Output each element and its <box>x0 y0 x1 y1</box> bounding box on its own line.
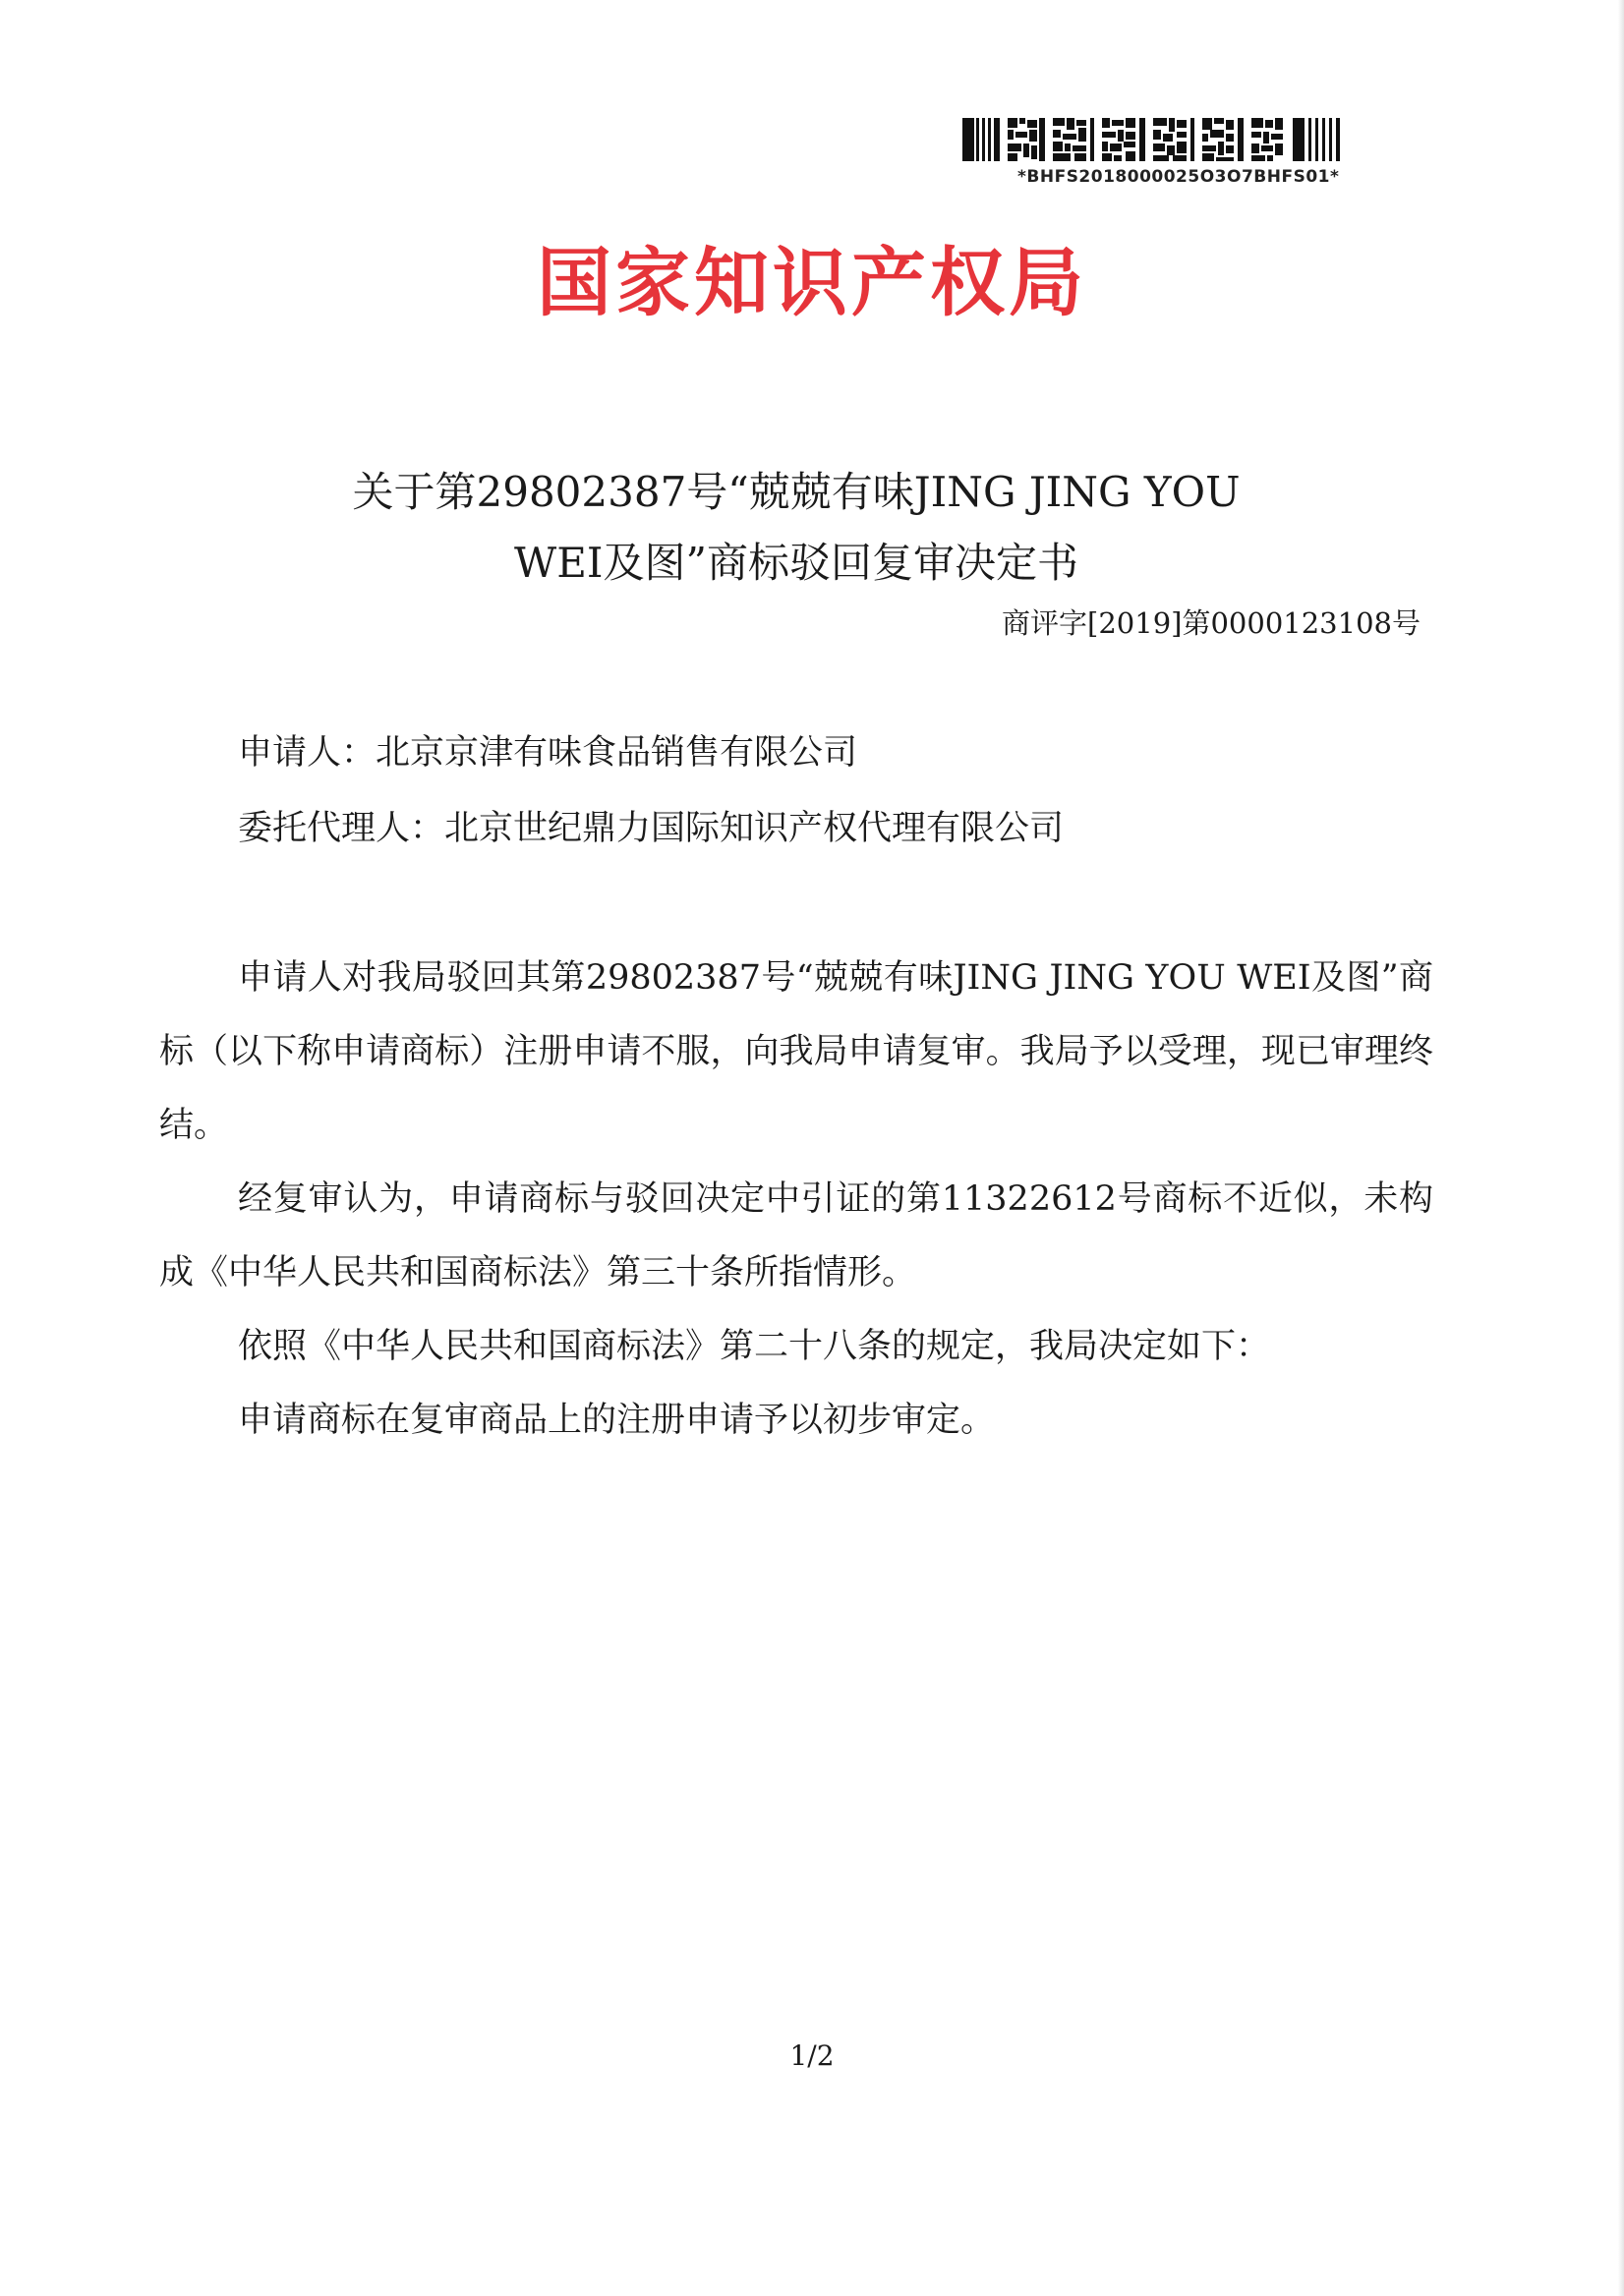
body-paragraph: 申请商标在复审商品上的注册申请予以初步审定。 <box>238 1401 996 1440</box>
body-paragraph: 依照《中华人民共和国商标法》第二十八条的规定，我局决定如下： <box>238 1327 1271 1366</box>
body-paragraph: 经复审认为，申请商标与驳回决定中引证的第11322612号商标不近似，未构成《中华人民共和国商标法》第三十条所指情形。 <box>159 1179 1433 1292</box>
scan-edge-shadow <box>1618 0 1624 2296</box>
decision-body <box>159 942 1433 1458</box>
applicant-line: 申请人：北京京津有味食品销售有限公司 <box>238 733 858 773</box>
barcode-number: *BHFS2018000025O3O7BHFS01* <box>1017 167 1340 187</box>
barcode-block <box>958 116 1371 187</box>
agency-header: 国家知识产权局 <box>537 239 1087 326</box>
agent-line: 委托代理人：北京世纪鼎力国际知识产权代理有限公司 <box>238 809 1065 848</box>
document-title <box>246 457 1347 599</box>
barcode-icon <box>958 116 1367 163</box>
body-paragraph: 申请人对我局驳回其第29802387号“兢兢有味JING JING YOU WEI及图”商标（以下称申请商标）注册申请不服，向我局申请复审。我局予以受理，现已审理终结。 <box>159 958 1433 1145</box>
reference-number: 商评字[2019]第0000123108号 <box>1002 606 1421 640</box>
document-title-line-1: 关于第29802387号“兢兢有味JING JING YOU <box>352 468 1241 516</box>
document-title-line-2: WEI及图”商标驳回复审决定书 <box>514 539 1078 587</box>
page-number: 1/2 <box>789 2039 835 2072</box>
